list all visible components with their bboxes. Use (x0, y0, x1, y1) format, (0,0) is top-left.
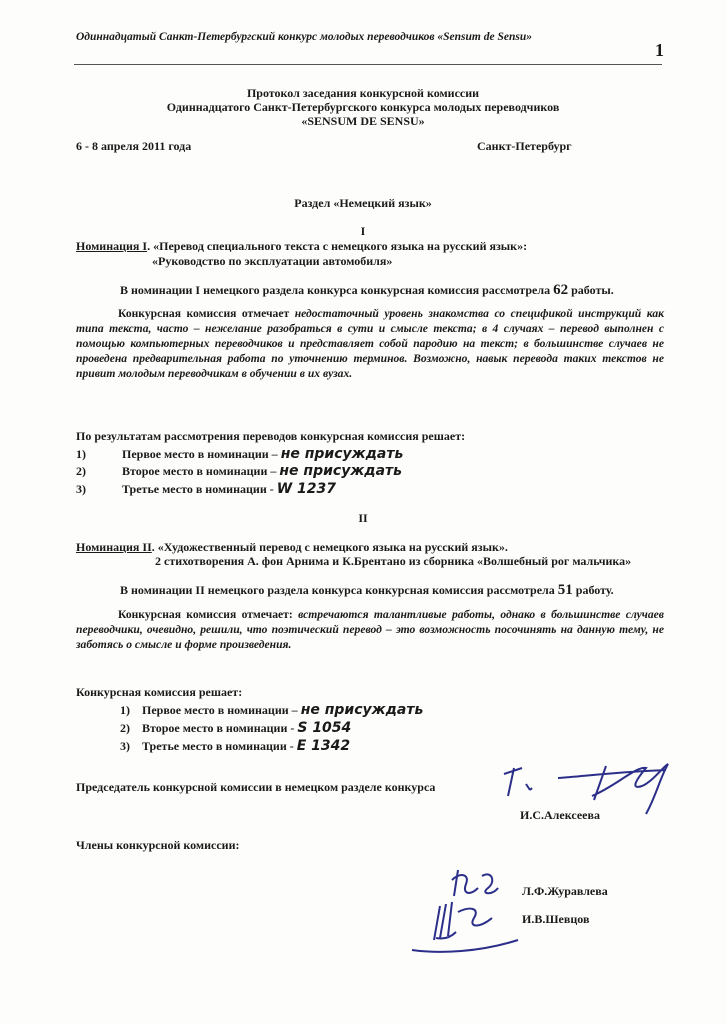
nomination-2-label: Номинация II (76, 540, 152, 554)
nomination-2-heading (76, 540, 508, 555)
city: Санкт-Петербург (477, 139, 572, 153)
count-2-text: В номинации II немецкого раздела конкурса конкурсная комиссия рассмотрела (120, 583, 555, 597)
notes-1-lead: Конкурсная комиссия отмечает (118, 307, 290, 320)
place-label: Первое место в номинации – (142, 703, 298, 717)
count-1-tail: работы. (571, 283, 614, 297)
dates: 6 - 8 апреля 2011 года (76, 139, 192, 153)
part-2-roman: II (358, 511, 368, 525)
place-number: 3) (76, 482, 86, 496)
title-line-2: Одиннадцатого Санкт-Петербургского конкурса молодых переводчиков (166, 100, 560, 114)
notes-1-body: недостаточный уровень знакомства со спецификой инструкций как типа текста, часто – нежелание разобраться в сути и смысле текста; в 4 случаях – перевод выполнен с помощью компьютерных переводчиков и представляет собой пародию на текст; в большинстве случаев не проведена предварительная работа по уточнению терминов. Возможно, навык перевода таких текстов не привит молодым переводчикам в обучении в их вузах. (76, 307, 664, 380)
nomination-2-text: . «Художественный перевод с немецкого языка на русский язык». (151, 540, 508, 554)
count-1-text: В номинации I немецкого раздела конкурса конкурсная комиссия рассмотрела (120, 283, 551, 297)
decision-1-intro: По результатам рассмотрения переводов конкурсная комиссия решает: (76, 429, 466, 443)
page-number: 1 (655, 40, 664, 60)
nomination-2-notes (76, 607, 664, 652)
nomination-1-text: . «Перевод специального текста с немецкого языка на русский язык»: (147, 239, 528, 253)
running-header: Одиннадцатый Санкт-Петербургский конкурс молодых переводчиков «Sensum de Sensu» (76, 31, 532, 43)
title-line-1: Протокол заседания конкурсной комиссии (246, 86, 480, 100)
place-number: 2) (120, 721, 130, 735)
place-value: W 1237 (276, 481, 337, 497)
decision-2-intro: Конкурсная комиссия решает: (76, 685, 243, 699)
place-value: не присуждать (300, 702, 424, 718)
place-value: S 1054 (297, 720, 352, 736)
nomination-1-label: Номинация I (76, 239, 148, 253)
place-value: E 1342 (296, 738, 351, 754)
header-rule (74, 64, 662, 65)
members-label: Члены конкурсной комиссии: (76, 838, 240, 852)
chair-signature (496, 756, 696, 816)
place-label: Третье место в номинации - (142, 739, 294, 753)
place-number: 2) (76, 464, 86, 478)
place-1-2 (76, 463, 402, 479)
count-2-value: 51 (557, 582, 573, 598)
nomination-1-heading (76, 239, 527, 254)
section-title: Раздел «Немецкий язык» (294, 196, 432, 210)
place-label: Третье место в номинации - (122, 482, 274, 496)
place-label: Первое место в номинации – (122, 447, 278, 461)
place-label: Второе место в номинации – (122, 464, 277, 478)
members-signatures (400, 862, 530, 962)
place-value: не присуждать (279, 463, 402, 479)
nomination-2-subtitle: 2 стихотворения А. фон Арнима и К.Брентано из сборника «Волшебный рог мальчика» (155, 554, 632, 568)
part-1-roman: I (360, 224, 366, 238)
count-2-tail: работу. (575, 583, 614, 597)
place-value: не присуждать (280, 446, 404, 462)
place-1-1 (76, 446, 403, 462)
place-number: 1) (76, 447, 86, 461)
place-number: 3) (120, 739, 130, 753)
place-label: Второе место в номинации - (142, 721, 295, 735)
nomination-1-notes (76, 306, 664, 381)
chair-name: И.С.Алексеева (520, 808, 600, 822)
notes-2-lead: Конкурсная комиссия отмечает: (118, 608, 293, 621)
chair-label: Председатель конкурсной комиссии в немецком разделе конкурса (76, 780, 436, 794)
title-line-3: «SENSUM DE SENSU» (301, 114, 425, 128)
nomination-1-count (120, 282, 614, 299)
nomination-1-subtitle: «Руководство по эксплуатации автомобиля» (152, 254, 393, 268)
place-2-1 (120, 702, 423, 718)
member-2-name: И.В.Шевцов (522, 912, 590, 926)
member-1-name: Л.Ф.Журавлева (522, 884, 608, 898)
place-number: 1) (120, 703, 130, 717)
place-2-3 (120, 738, 350, 754)
place-2-2 (120, 720, 351, 736)
notes-2-body: встречаются талантливые работы, однако в большинстве случаев переводчики, очевидно, решили, что поэтический перевод – это возможность посочинять на данную тему, не заботясь о смысле и форме произведения. (76, 608, 664, 651)
nomination-2-count (120, 582, 614, 599)
place-1-3 (76, 481, 336, 497)
count-1-value: 62 (553, 282, 569, 298)
